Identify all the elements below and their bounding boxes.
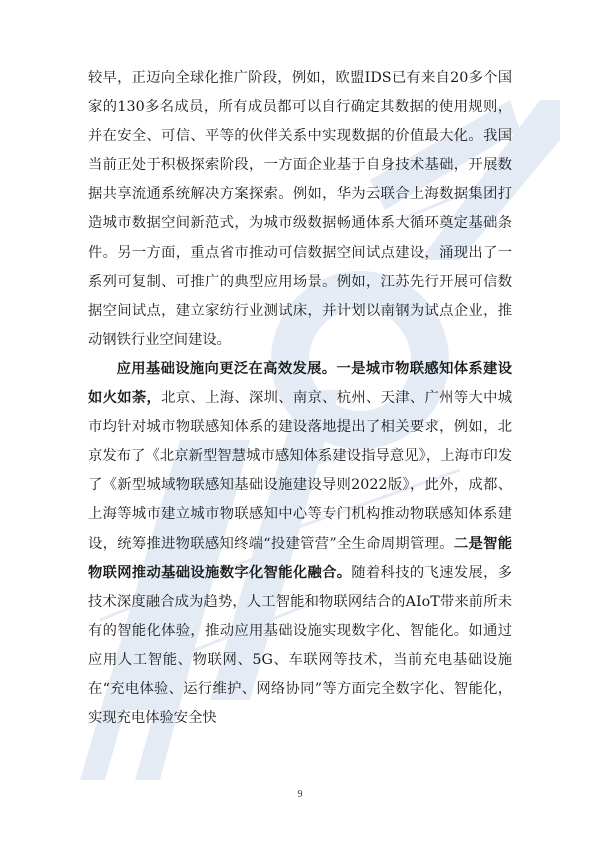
section-heading: 应用基础设施向更泛在高效发展。 [116,360,337,377]
point-2-text: 随着科技的飞速发展，多技术深度融合成为趋势，人工智能和物联网结合的AIoT带来前所未有的智能化体验，推动应用基础设施实现数字化、智能化。如通过应用人工智能、物联网、5G、车联网等技术，当前充电基础设施在“充电体验、运行维护、网络协同”等方面完全数字化、智能化，实现充电体验安全快 [88,564,513,727]
paragraph-ids-and-data-space [88,64,512,355]
point-1-text: 北京、上海、深圳、南京、杭州、天津、广州等大中城市均针对城市物联感知体系的建设落地提出了相关要求，例如，北京发布了《北京新型智慧城市感知体系建设指导意见》，上海市印发了《新型城域物联感知基础设施建设导则2022版》，此外，成都、上海等城市建立城市物联感知中心等专门机构推动物联感知体系建设，统筹推进物联感知终端“投建管营”全生命周期管理。 [88,390,513,552]
document-body [88,64,512,733]
point-1-title: 一是城市物联感知体系建设如火如荼， [88,360,513,407]
page-number: 9 [297,789,303,800]
paragraph-application-infrastructure [88,355,512,733]
paragraph-1-text: 较早，正迈向全球化推广阶段，例如，欧盟IDS已有来自20多个国家的130多名成员，所有成员都可以自行确定其数据的使用规则，并在安全、可信、平等的伙伴关系中实现数据的价值最大化。我国当前正处于积极探索阶段，一方面企业基于自身技术基础，开展数据共享流通系统解决方案探索。例如，华为云联合上海数据集团打造城市数据空间新范式，为城市级数据畅通体系大循环奠定基础条件。另一方面，重点省市推动可信数据空间试点建设，涌现出了一系列可复制、可推广的典型应用场景。例如，江苏先行开展可信数据空间试点，建立家纺行业测试床，并计划以南钢为试点企业，推动钢铁行业空间建设。 [88,70,512,348]
point-2-title: 二是智能物联网推动基础设施数字化智能化融合。 [88,535,512,581]
